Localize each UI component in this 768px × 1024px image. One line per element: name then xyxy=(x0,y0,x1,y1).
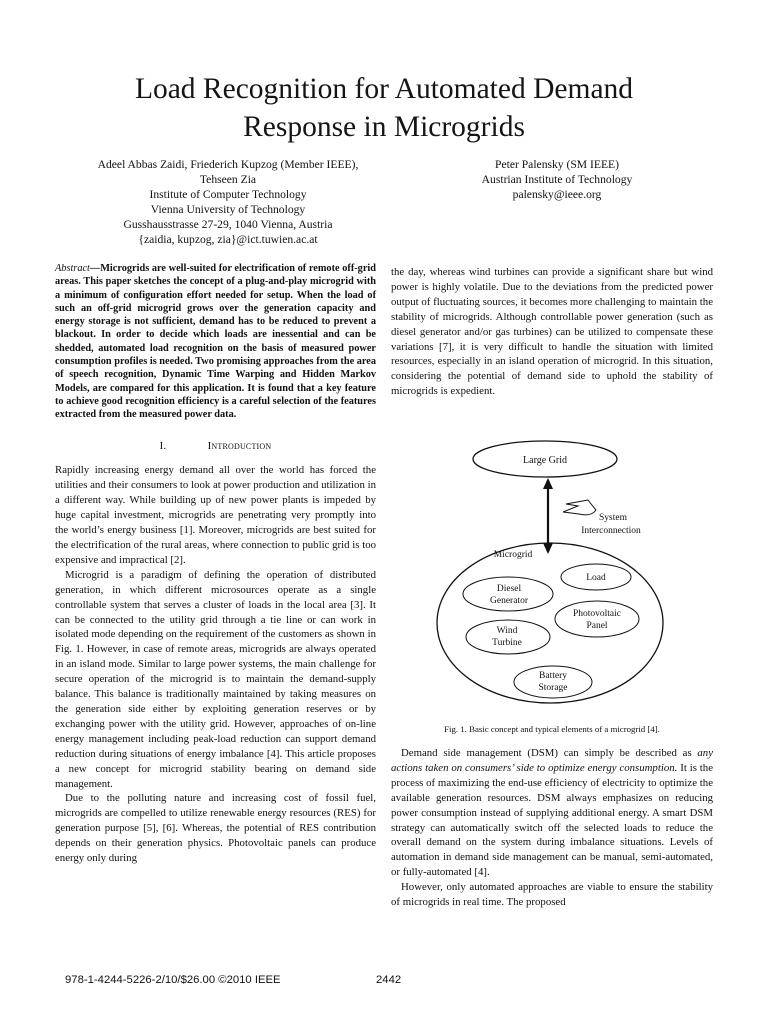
right-column-top xyxy=(391,265,713,399)
microgrid-diagram xyxy=(391,440,713,740)
battery-label-1: Battery xyxy=(539,671,567,681)
microgrid-figure xyxy=(391,440,713,740)
dsm-definition: any actions taken on consumers’ side to optimize energy consumption. xyxy=(391,747,713,774)
author-line: Tehseen Zia xyxy=(199,173,257,186)
author-line: Adeel Abbas Zaidi, Friederich Kupzog (Member IEEE), xyxy=(97,158,359,171)
left-column xyxy=(55,262,376,866)
affiliation-line: Austrian Institute of Technology xyxy=(481,173,633,186)
affiliation-line: Institute of Computer Technology xyxy=(149,188,307,201)
large-grid-label: Large Grid xyxy=(523,455,567,466)
paragraph: Due to the polluting nature and increasing cost of fossil fuel, microgrids are compelled to utilize renewable energy resources (RES) for generation purpose [5], [6]. Whereas, the potential of RES contribution depends on their generation physics. Photovoltaic panels can produce energy only during xyxy=(55,792,376,865)
footer-isbn: 978-1-4244-5226-2/10/$26.00 ©2010 IEEE xyxy=(65,974,281,986)
system-interconnection-label-2: Interconnection xyxy=(581,526,641,536)
system-interconnection-label-1: System xyxy=(599,513,627,523)
affiliation-line: Vienna University of Technology xyxy=(150,203,306,216)
wind-label-2: Turbine xyxy=(492,638,522,648)
section-number: I. xyxy=(159,439,167,452)
dsm-text-rest: It is the process of maximizing the end-use efficiency of electricity to optimize the available generation resources. DSM always emphasizes on reducing power consumption instead of supplying additional energy. A smart DSM strategy can automatically switch off the selected loads to reduce the overall demand on the system during imbalance situations. Levels of automation in demand side management can be manual, semi-automated, or fully-automated [4]. xyxy=(391,761,713,879)
paragraph: However, only automated approaches are viable to ensure the stability of microgrids in real time. The proposed xyxy=(391,881,713,909)
battery-label-2: Storage xyxy=(538,683,568,693)
interconnection-callout-icon xyxy=(563,500,596,515)
author-block-right xyxy=(392,157,722,202)
section-title: Introduction xyxy=(207,439,272,452)
wind-label-1: Wind xyxy=(496,626,518,636)
diesel-label-2: Generator xyxy=(490,596,528,606)
right-column-bottom xyxy=(391,746,713,910)
arrow-down-icon xyxy=(543,543,553,554)
dsm-text-start: Demand side management (DSM) can simply be described as xyxy=(401,747,698,759)
section-heading-introduction xyxy=(55,439,376,454)
title-line-1: Load Recognition for Automated Demand xyxy=(134,73,634,105)
author-line: Peter Palensky (SM IEEE) xyxy=(495,158,619,171)
abstract-label: Abstract xyxy=(55,263,90,274)
paragraph: Rapidly increasing energy demand all over the world has forced the utilities and their consumers to look at power production and utilization in a different way. While building up of new power plants is impeded by huge capital investment, microgrids are penetrating very promptly into the world’s energy business [1]. Moreover, microgrids are best suited for the electrification of the rural areas, where connection to public grid is too expensive and impractical [2]. xyxy=(55,464,376,566)
email-line: {zaidia, kupzog, zia}@ict.tuwien.ac.at xyxy=(138,233,318,246)
paragraph-dsm xyxy=(391,746,713,880)
paragraph: Microgrid is a paradigm of defining the operation of distributed generation, in which different microsources operate as a single controllable system that serves a cluster of loads in the local area [3]. It can be connected to the utility grid through a tie line or can work in isolated mode depending on the requirement of the customers as shown in Fig. 1. However, in case of remote areas, microgrids are always operated in an island mode. Similar to large power systems, the main challenge for secure operation of the microgrid is to maintain the demand-supply balance. This balance is traditionally maintained by taking measures on the generation side either by exploiting generation reserves or by exchanging power with the utility grid. However, approaches of on-line energy management including peak-load reduction can support demand reduction during situations of energy imbalance [4]. This article proposes a new concept for microgrid stability bearing on demand side management. xyxy=(55,568,376,790)
address-line: Gusshausstrasse 27-29, 1040 Vienna, Austria xyxy=(123,218,333,231)
diesel-label-1: Diesel xyxy=(496,584,522,594)
email-line: palensky@ieee.org xyxy=(512,188,602,201)
page-number: 2442 xyxy=(376,974,402,986)
abstract xyxy=(55,262,376,422)
title-line-2: Response in Microgrids xyxy=(243,111,525,143)
abstract-dash: — xyxy=(89,263,101,274)
photovoltaic-panel-node xyxy=(555,601,639,637)
microgrid-label: Microgrid xyxy=(493,550,533,560)
arrow-up-icon xyxy=(543,478,553,489)
load-label: Load xyxy=(586,573,606,583)
author-block-left xyxy=(60,157,396,247)
pv-label-1: Photovoltaic xyxy=(572,609,622,619)
paper-title xyxy=(60,70,708,146)
figure-caption: Fig. 1. Basic concept and typical elements of a microgrid [4]. xyxy=(444,724,660,734)
paragraph: the day, whereas wind turbines can provide a significant share but wind power is highly volatile. Due to the deviations from the predicted power output of fluctuating sources, it becomes more challenging to maintain the stability of microgrids. Although controllable power generation (such as diesel generator and/or gas turbines) can be utilized to compensate these variations [7], it is very difficult to handle the situation with limited resources, especially in an island operation of microgrid. In this situation, considering the potential of demand side to uphold the stability of microgrids is expedient. xyxy=(391,266,713,398)
pv-label-2: Panel xyxy=(586,621,608,631)
abstract-text: Microgrids are well-suited for electrification of remote off-grid areas. This paper sketches the concept of a plug-and-play microgrid with a minimum of configuration effort needed for setup. When the load of such an off-grid microgrid grows over the generation capacity and energy storage is not sufficient, demand has to be reduced to prevent a blackout. In order to decide which loads are inessential and can be shedded, automated load recognition on the basis of measured power consumption profiles is needed. Two promising approaches from the area of speech recognition, Dynamic Time Warping and Hidden Markov Models, are compared for this application. It is found that a key feature to achieve good recognition efficiency is a careful selection of the features extracted from the measured power data. xyxy=(55,263,376,421)
